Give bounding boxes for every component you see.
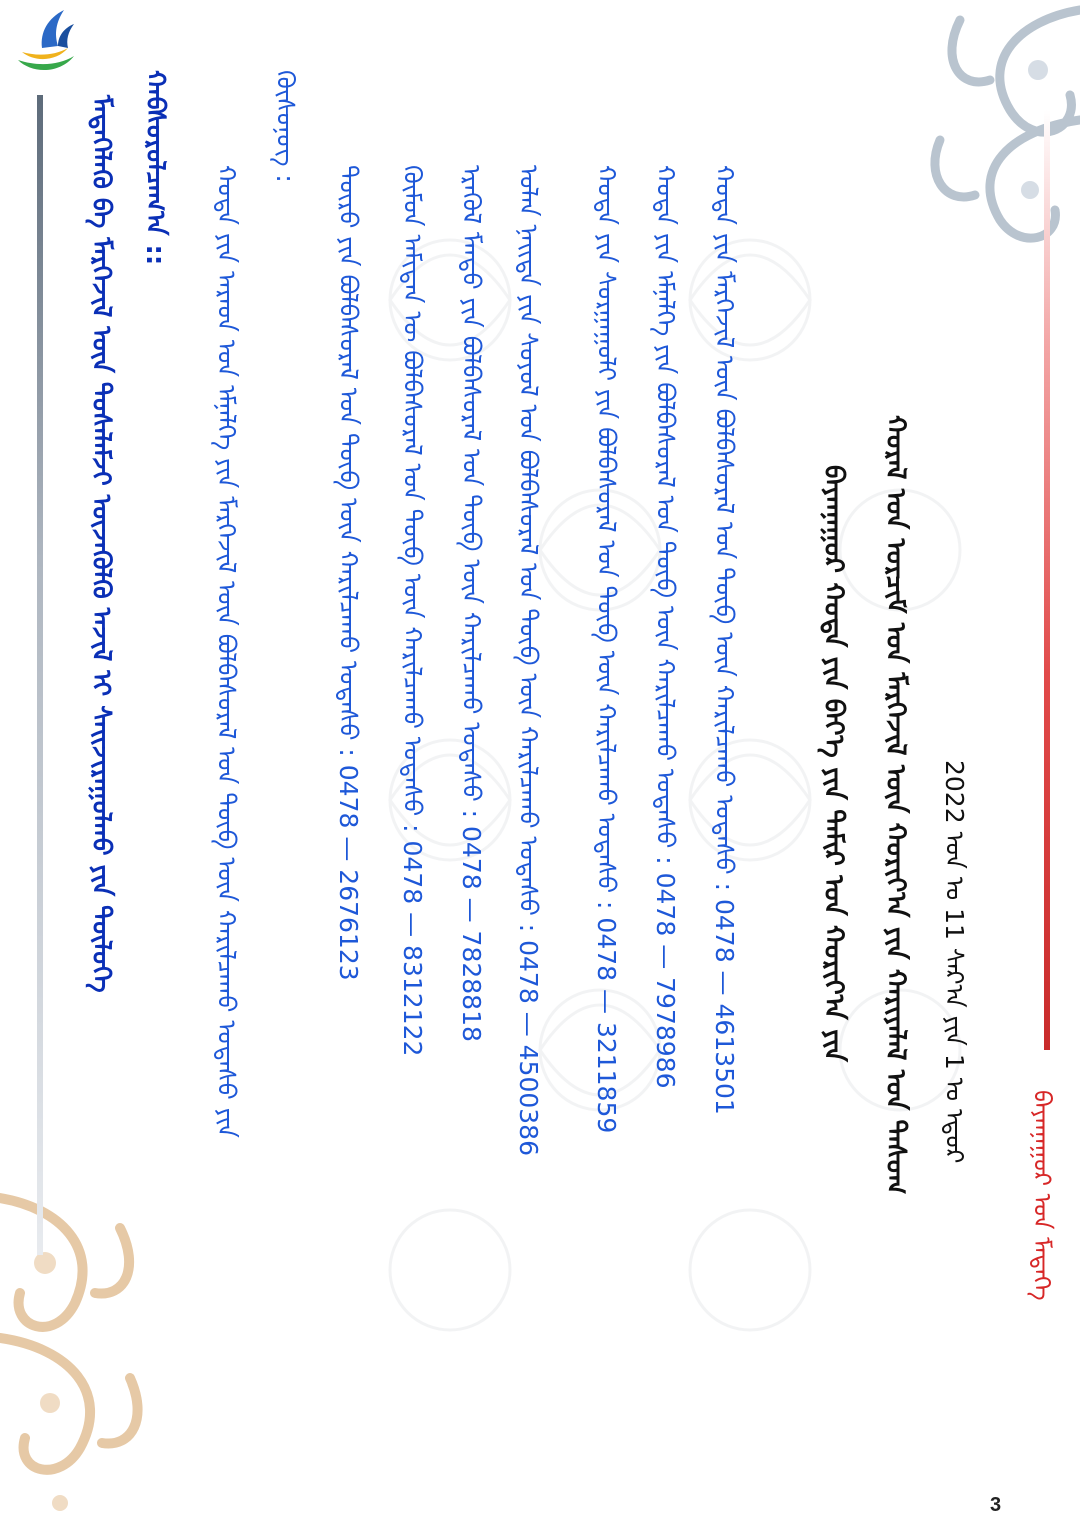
phone-number: 0478 — 4500386 [514,940,543,1156]
phone-label: ᠬᠣᠲᠠ ᠶᠢᠨ ᠮᠡᠷᠭᠡᠵᠢᠯ ᠦᠨ ᠪᠣᠯᠪᠠᠰᠤᠷᠠᠯ ᠤᠨ ᠲᠦᠪ ᠦᠨ ᠬᠠᠷᠢᠯᠴᠠᠬᠤ ᠤᠳᠠᠰᠤ : [710,165,739,892]
phone-row-2 [653,165,678,1088]
phone-row-3 [594,165,619,1133]
ornament-top-right [920,0,1080,270]
logo-icon [12,8,80,78]
phone-row-5 [459,165,484,1042]
phone-label: ᠣᠯᠠᠨ ᠨᠡᠢᠲᠡ ᠶᠢᠨ ᠰᠣᠶᠣᠯ ᠤᠨ ᠪᠣᠯᠪᠠᠰᠤᠷᠠᠯ ᠤᠨ ᠲᠦᠪ ᠦᠨ ᠬᠠᠷᠢᠯᠴᠠᠬᠤ ᠤᠳᠠᠰᠤ : [514,165,543,933]
phone-label: ᠬᠣᠲᠠ ᠶᠢᠨ ᠡᠮᠨᠡᠯᠭᠡ ᠶᠢᠨ ᠪᠣᠯᠪᠠᠰᠤᠷᠠᠯ ᠤᠨ ᠲᠦᠪ ᠦᠨ ᠬᠠᠷᠢᠯᠴᠠᠬᠤ ᠤᠳᠠᠰᠤ : [651,165,680,865]
closing-line-1: ᠬᠣᠲᠠ ᠶᠢᠨ ᠠᠷᠠᠳ ᠤᠨ ᠡᠮᠨᠡᠯᠭᠡ ᠶᠢᠨ ᠮᠡᠷᠭᠡᠵᠢᠯ ᠦᠨ ᠪᠣᠯᠪᠠᠰᠤᠷᠠᠯ ᠤᠨ ᠲᠦᠪ ᠦᠨ ᠬᠠᠷᠢᠯᠴᠠᠬᠤ ᠤᠳᠠᠰᠤ ᠶᠢᠨ [212,165,241,1138]
phone-number: 0478 — 3211859 [592,917,621,1134]
ornament-bottom-left [0,1168,150,1528]
phone-number: 0478 — 7978986 [651,872,680,1089]
phone-label: ᠬᠣᠲᠠ ᠶᠢᠨ ᠰᠤᠷᠭᠠᠭᠤᠯᠢ ᠶᠢᠨ ᠪᠣᠯᠪᠠᠰᠤᠷᠠᠯ ᠤᠨ ᠲᠦᠪ ᠦᠨ ᠬᠠᠷᠢᠯᠴᠠᠬᠤ ᠤᠳᠠᠰᠤ : [592,165,621,910]
phone-number: 0478 — 4613501 [710,898,739,1115]
phone-label: ᠬᠦᠮᠦᠨ ᠠᠮᠢᠲᠠᠨ ᠦ ᠪᠣᠯᠪᠠᠰᠤᠷᠠᠯ ᠤᠨ ᠲᠦᠪ ᠦᠨ ᠬᠠᠷᠢᠯᠴᠠᠬᠤ ᠤᠳᠠᠰᠤ : [398,165,427,833]
date-day-suffix: ᠤ ᠡᠳᠦᠷ [940,1077,969,1164]
issuer-title-line-1: ᠪᠠᠶᠠᠨᠨᠠᠭᠤᠷ ᠬᠣᠲᠠ ᠶᠢᠨ ᠪᠡᠶ᠎ᠡ ᠶᠢᠨ ᠲᠠᠮᠢᠷ ᠤᠨ ᠬᠣᠷᠢᠶ᠎ᠠ ᠶᠢᠨ [818,465,849,1062]
phone-label: ᠲᠥᠷᠥ ᠶᠢᠨ ᠪᠣᠯᠪᠠᠰᠤᠷᠠᠯ ᠤᠨ ᠲᠦᠪ ᠦᠨ ᠬᠠᠷᠢᠯᠴᠠᠬᠤ ᠤᠳᠠᠰᠤ : [334,165,363,757]
date-year-suffix: ᠣᠨ ᠤ [940,831,969,901]
phone-row-4 [516,165,541,1156]
phone-row-7 [336,165,361,981]
intro-line-1: ᠮᠡᠳᠡᠭᠡᠯᠡᠬᠦ ᠪᠠ ᠮᠡᠷᠭᠡᠵᠢᠯ ᠦᠨ ᠲᠤᠰᠠᠯᠠᠮᠵᠢ ᠦᠵᠡᠭᠦᠯᠬᠦ ᠠᠵᠢᠯ ᠢ ᠰᠠᠢᠵᠢᠷᠠᠭᠤᠯᠬᠤ ᠶᠢᠨ ᠲᠥᠯᠥᠭᠡ [86,95,116,993]
intro-line-2: ᠬᠠᠪᠰᠤᠷᠤᠯᠴᠠᠭ᠎ᠠ :: [140,70,170,266]
date-day: 1 [940,1053,969,1070]
closing-line-2: ᠬᠦᠰᠦᠨᠦᠭ : [271,70,300,183]
page-number: 3 [990,1494,1002,1516]
phone-row-6 [400,165,425,1056]
issue-date [942,760,967,1163]
date-month-suffix: ᠰᠠᠷ᠎ᠠ ᠶᠢᠨ [940,947,969,1046]
footer-brand-text: ᠪᠠᠶᠠᠨᠨᠠᠭᠤᠷ ᠤᠨ ᠮᠡᠳᠡᠭᠡ [1028,1090,1056,1301]
phone-number: 0478 — 7828818 [457,826,486,1042]
phone-number: 0478 — 2676123 [334,764,363,981]
issuer-title-line-2: ᠬᠤᠷᠠᠯ ᠤᠨ ᠣᠷᠴᠢᠮ ᠤᠨ ᠮᠡᠷᠭᠡᠵᠢᠯ ᠦᠨ ᠬᠣᠷᠢᠶ᠎ᠠ ᠶᠢᠨ ᠬᠠᠷᠢᠶᠠᠯᠠᠯ ᠤᠨ ᠲᠠᠰᠤᠭ [880,415,911,1195]
left-divider-line [37,95,43,1255]
right-divider-line [1044,110,1050,1050]
phone-label: ᠡᠷᠡᠭᠦᠯ ᠮᠡᠨᠳᠦ ᠶᠢᠨ ᠪᠣᠯᠪᠠᠰᠤᠷᠠᠯ ᠤᠨ ᠲᠦᠪ ᠦᠨ ᠬᠠᠷᠢᠯᠴᠠᠬᠤ ᠤᠳᠠᠰᠤ : [457,165,486,819]
date-month: 11 [940,908,969,940]
phone-number: 0478 — 8312122 [398,840,427,1057]
phone-row-1 [712,165,737,1115]
date-year: 2022 [940,760,969,824]
